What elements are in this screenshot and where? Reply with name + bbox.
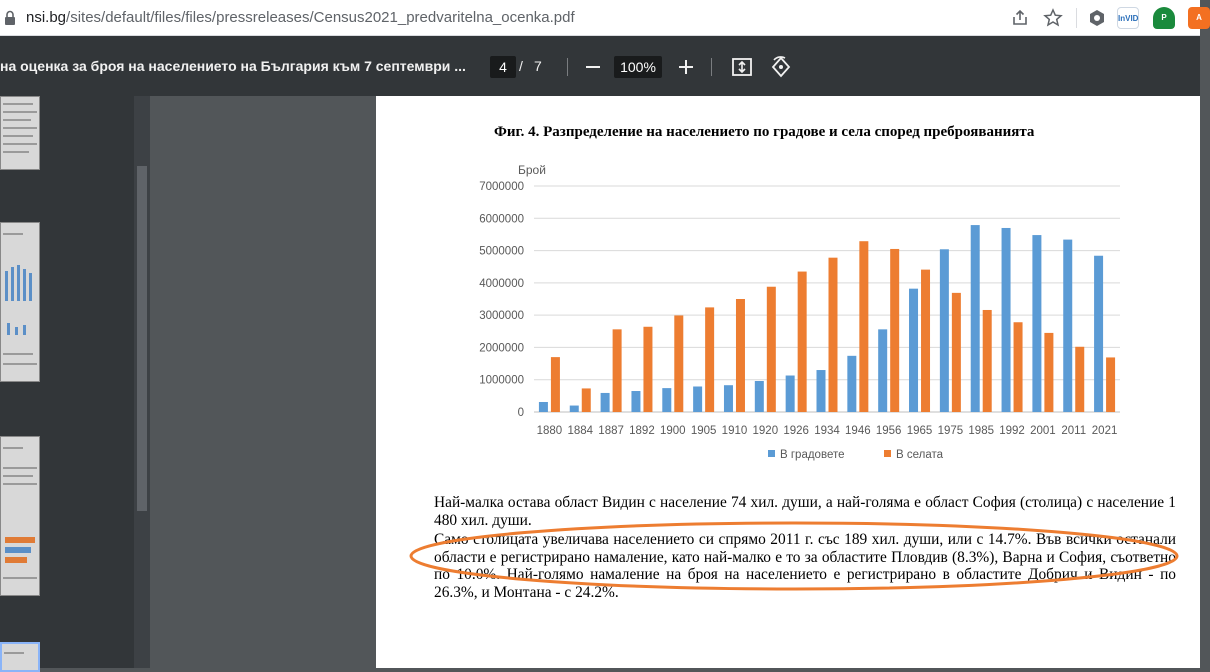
bar-villages <box>551 357 560 412</box>
bar-cities <box>1032 235 1041 412</box>
x-tick-label: 1892 <box>629 425 655 437</box>
lock-icon[interactable] <box>4 10 16 26</box>
pdf-toolbar <box>0 36 1200 96</box>
extension-a-label: A <box>1196 13 1202 22</box>
bar-villages <box>1075 347 1084 412</box>
zoom-level-input[interactable]: 100% <box>614 56 662 78</box>
bar-cities <box>755 381 764 412</box>
extension-invid[interactable] <box>1117 7 1139 29</box>
legend-swatch <box>884 450 891 457</box>
x-tick-label: 2011 <box>1061 425 1087 437</box>
bar-villages <box>705 307 714 412</box>
paragraph-1: Най-малка остава област Видин с население 74 хил. души, а най-голяма е област София (столица) с население 1 480 хил. души. <box>434 494 1176 529</box>
extension-invid-label: InVID <box>1118 14 1139 23</box>
url-path: /sites/default/files/files/pressreleases/Census2021_predvaritelna_ocenka.pdf <box>66 9 575 26</box>
x-tick-label: 1887 <box>598 425 624 437</box>
bar-villages <box>890 249 899 412</box>
toolbar-divider <box>711 58 712 76</box>
zoom-in-icon[interactable] <box>673 54 699 80</box>
page-thumbnail-4[interactable] <box>0 436 40 596</box>
y-tick-label: 1000000 <box>479 374 524 387</box>
x-tick-label: 1975 <box>937 425 964 437</box>
x-tick-label: 1985 <box>968 425 995 437</box>
bar-cities <box>1002 228 1011 412</box>
x-tick-label: 1884 <box>567 425 594 437</box>
bar-cities <box>601 393 610 412</box>
bar-villages <box>983 310 992 412</box>
url-host: nsi.bg <box>26 9 67 26</box>
x-tick-label: 1905 <box>690 425 717 437</box>
paragraph-2: Само столицата увеличава населението си спрямо 2011 г. със 189 хил. души, или с 14.7%. Във всички останали области е регистрирано намаление, като най-малко е то за областите Пловдив (8.3%), Варна и София, съответно по 10.0%. Най-голямо намаление на броя на населението е регистрирано в областите Добрич и Видин - по 26.3%, и Монтана - с 24.2%. <box>434 531 1176 601</box>
bar-cities <box>1094 256 1103 412</box>
y-tick-label: 7000000 <box>479 181 524 193</box>
zoom-out-icon[interactable] <box>580 54 606 80</box>
y-tick-label: 4000000 <box>479 277 524 290</box>
bar-villages <box>1106 357 1115 412</box>
bar-cities <box>909 289 918 412</box>
bar-cities <box>662 388 671 412</box>
x-tick-label: 1880 <box>536 425 563 437</box>
x-tick-label: 1926 <box>783 425 809 437</box>
sidebar-scrollbar-thumb[interactable] <box>137 166 147 511</box>
legend-label: В градовете <box>780 449 845 461</box>
bar-villages <box>798 272 807 412</box>
y-tick-label: 3000000 <box>479 310 524 323</box>
url-text[interactable] <box>26 9 575 26</box>
figure-title: Фиг. 4. Разпределение на населението по градове и села според преброяванията <box>494 124 1035 140</box>
address-bar[interactable] <box>0 0 1200 36</box>
x-tick-label: 2021 <box>1091 425 1118 437</box>
bar-villages <box>674 315 683 412</box>
rotate-icon[interactable] <box>768 54 794 80</box>
x-tick-label: 1934 <box>814 425 840 437</box>
population-bar-chart <box>376 156 1200 476</box>
x-tick-label: 1956 <box>875 425 902 437</box>
bar-villages <box>643 327 652 412</box>
bar-cities <box>539 402 548 412</box>
y-axis-label: Брой <box>518 163 546 177</box>
bar-villages <box>829 258 838 412</box>
toolbar-divider <box>567 58 568 76</box>
bar-cities <box>570 406 579 412</box>
x-tick-label: 1900 <box>659 425 686 437</box>
y-tick-label: 5000000 <box>479 245 524 258</box>
bar-villages <box>736 299 745 412</box>
y-tick-label: 2000000 <box>479 342 524 355</box>
page-separator: / <box>519 58 523 74</box>
bar-villages <box>1014 322 1023 412</box>
bar-cities <box>847 356 856 412</box>
x-tick-label: 1946 <box>845 425 871 437</box>
bar-cities <box>1063 240 1072 412</box>
pdf-page <box>376 96 1200 668</box>
page-number-input[interactable]: 4 <box>490 56 516 78</box>
x-tick-label: 1992 <box>999 425 1025 437</box>
x-tick-label: 1910 <box>721 425 748 437</box>
legend-swatch <box>768 450 775 457</box>
bar-cities <box>971 225 980 412</box>
bar-villages <box>767 287 776 412</box>
bar-villages <box>921 270 930 412</box>
bar-cities <box>817 370 826 412</box>
page-thumbnail-3[interactable] <box>0 222 40 382</box>
legend-label: В селата <box>896 449 944 461</box>
x-tick-label: 2001 <box>1030 425 1056 437</box>
bar-villages <box>582 388 591 412</box>
bar-cities <box>786 376 795 412</box>
extension-a[interactable] <box>1188 7 1210 29</box>
bar-villages <box>613 329 622 412</box>
x-tick-label: 1920 <box>752 425 779 437</box>
x-tick-label: 1965 <box>906 425 933 437</box>
bar-cities <box>693 386 702 412</box>
extension-p[interactable] <box>1153 7 1175 29</box>
bar-villages <box>1044 333 1053 412</box>
bookmark-star-icon[interactable] <box>1043 8 1063 28</box>
page-thumbnail-5[interactable] <box>0 642 40 672</box>
highlight-oval-annotation <box>408 520 1180 592</box>
extension-p-label: P <box>1161 13 1167 22</box>
y-tick-label: 6000000 <box>479 213 524 226</box>
toolbar-divider <box>1076 8 1077 28</box>
bar-villages <box>952 293 961 412</box>
bar-cities <box>940 249 949 412</box>
share-icon[interactable] <box>1010 8 1030 28</box>
bar-cities <box>724 385 733 412</box>
document-title: на оценка за броя на населението на България към 7 септември ... <box>0 58 466 74</box>
bar-cities <box>631 391 640 412</box>
fit-to-page-icon[interactable] <box>729 54 755 80</box>
page-total: 7 <box>534 58 542 74</box>
thumbnail-sidebar[interactable] <box>0 96 150 668</box>
extension-hexagon-icon[interactable] <box>1087 8 1107 28</box>
bar-villages <box>859 241 868 412</box>
bar-cities <box>878 329 887 412</box>
y-tick-label: 0 <box>517 407 524 419</box>
page-thumbnail-2[interactable] <box>0 96 40 170</box>
